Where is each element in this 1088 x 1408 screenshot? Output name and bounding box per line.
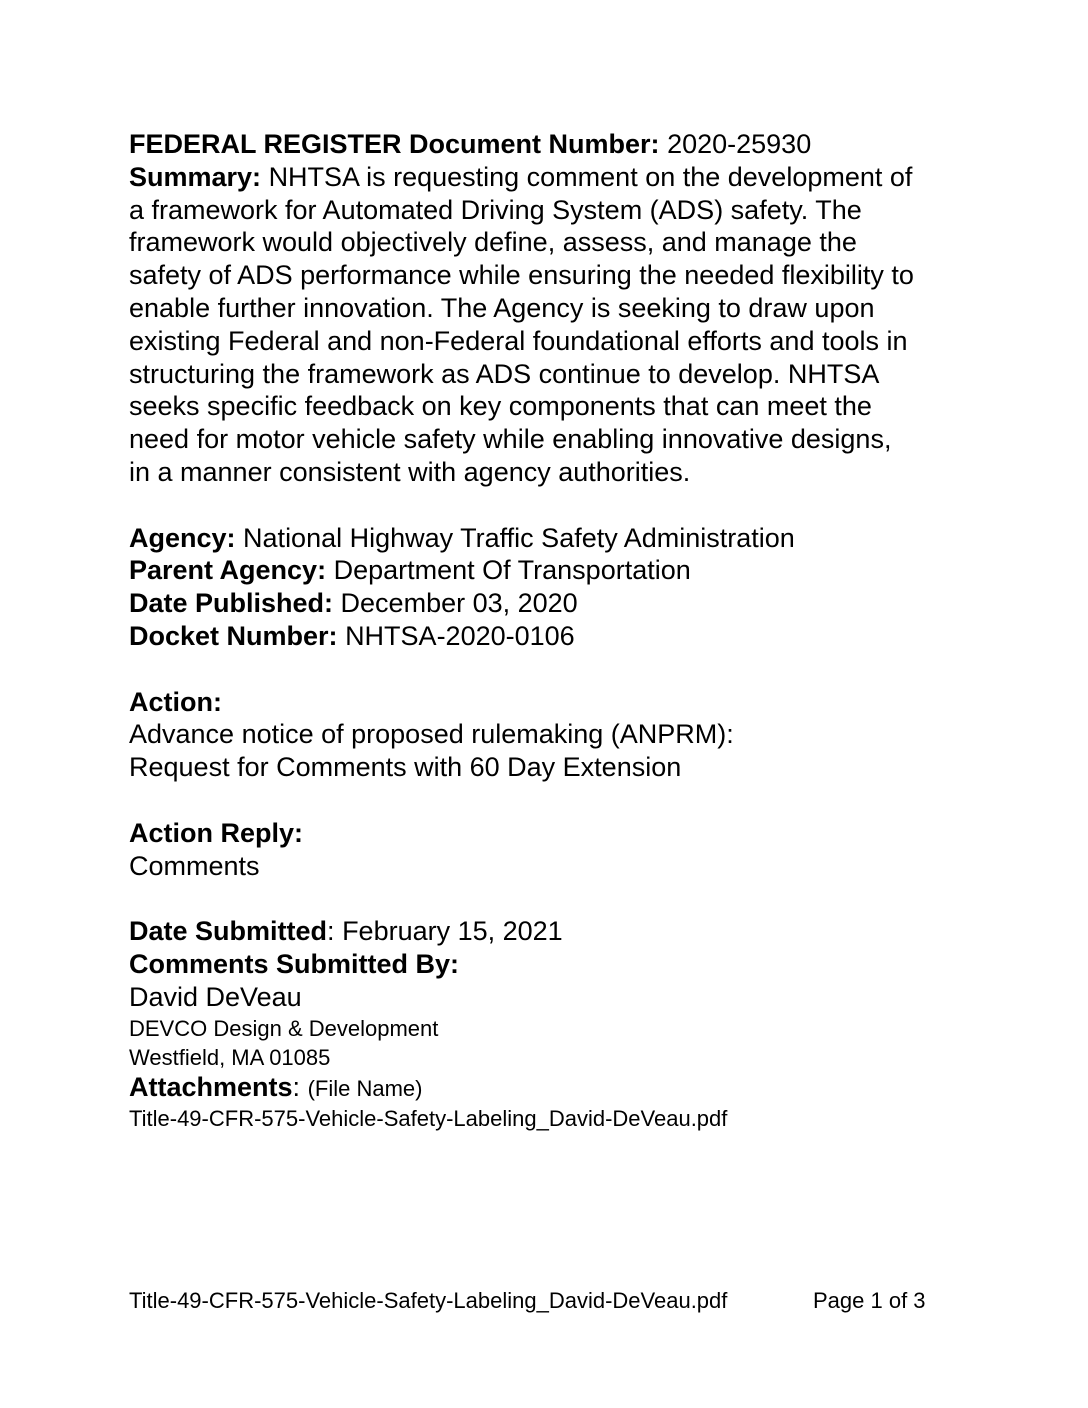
summary-text-line: framework would objectively define, assess, and manage the bbox=[129, 227, 857, 258]
attachments-colon: : bbox=[292, 1071, 301, 1102]
submitter-organization: DEVCO Design & Development bbox=[129, 1015, 439, 1041]
summary-line bbox=[129, 161, 979, 194]
submitted-by-label: Comments Submitted By bbox=[129, 948, 451, 979]
summary-text-line: safety of ADS performance while ensuring the needed flexibility to bbox=[129, 260, 914, 291]
submitted-by-line bbox=[129, 948, 979, 981]
summary-text-line: NHTSA is requesting comment on the development of bbox=[268, 161, 913, 192]
section-spacer bbox=[129, 653, 979, 686]
footer-page-indicator: Page 1 of 3 bbox=[813, 1288, 926, 1313]
date-submitted-value: February 15, 2021 bbox=[342, 916, 563, 947]
attachments-line bbox=[129, 1072, 979, 1104]
attachments-file-name-note: (File Name) bbox=[307, 1075, 423, 1101]
document-number-line bbox=[129, 128, 979, 161]
action-text-line: Request for Comments with 60 Day Extension bbox=[129, 752, 682, 783]
parent-agency-line bbox=[129, 554, 979, 587]
summary-label: Summary: bbox=[129, 161, 262, 192]
parent-agency-value: Department Of Transportation bbox=[333, 555, 691, 586]
attachments-label: Attachments bbox=[129, 1071, 293, 1102]
docket-number-line bbox=[129, 620, 979, 653]
summary-text-line: need for motor vehicle safety while enabling innovative designs, bbox=[129, 424, 892, 455]
submitter-location: Westfield, MA 01085 bbox=[129, 1044, 331, 1070]
summary-text-line: structuring the framework as ADS continue to develop. NHTSA bbox=[129, 358, 880, 389]
date-published-line bbox=[129, 587, 979, 620]
document-number-label: FEDERAL REGISTER Document Number: bbox=[129, 129, 660, 159]
date-submitted-label: Date Submitted bbox=[129, 916, 328, 947]
submitted-by-colon: : bbox=[450, 948, 460, 979]
summary-text-line: existing Federal and non-Federal foundational efforts and tools in bbox=[129, 325, 908, 356]
action-label: Action: bbox=[129, 686, 222, 717]
section-spacer bbox=[129, 784, 979, 817]
docket-number-value: NHTSA-2020-0106 bbox=[345, 620, 575, 651]
action-reply-label: Action Reply: bbox=[129, 817, 304, 848]
agency-value: National Highway Traffic Safety Administration bbox=[243, 522, 795, 553]
action-reply-value: Comments bbox=[129, 850, 260, 881]
date-published-value: December 03, 2020 bbox=[340, 588, 578, 619]
summary-text-line: a framework for Automated Driving System (ADS) safety. The bbox=[129, 194, 862, 225]
docket-number-label: Docket Number: bbox=[129, 620, 338, 651]
attachment-file-name: Title-49-CFR-575-Vehicle-Safety-Labeling_David-DeVeau.pdf bbox=[129, 1105, 728, 1131]
date-submitted-line bbox=[129, 915, 979, 948]
document-content bbox=[129, 128, 979, 1133]
submitter-name: David DeVeau bbox=[129, 981, 302, 1012]
agency-label: Agency: bbox=[129, 522, 236, 553]
summary-text-line: enable further innovation. The Agency is seeking to draw upon bbox=[129, 292, 875, 323]
agency-line bbox=[129, 522, 979, 555]
footer-file-name: Title-49-CFR-575-Vehicle-Safety-Labeling_David-DeVeau.pdf bbox=[129, 1288, 728, 1313]
section-spacer bbox=[129, 882, 979, 915]
section-spacer bbox=[129, 489, 979, 522]
document-number-value: 2020-25930 bbox=[667, 129, 812, 159]
action-text-line: Advance notice of proposed rulemaking (ANPRM): bbox=[129, 719, 734, 750]
date-published-label: Date Published: bbox=[129, 588, 334, 619]
parent-agency-label: Parent Agency: bbox=[129, 555, 327, 586]
summary-text-line: seeks specific feedback on key components that can meet the bbox=[129, 391, 872, 422]
summary-text-line: in a manner consistent with agency authorities. bbox=[129, 456, 691, 487]
date-submitted-colon: : bbox=[327, 916, 335, 947]
